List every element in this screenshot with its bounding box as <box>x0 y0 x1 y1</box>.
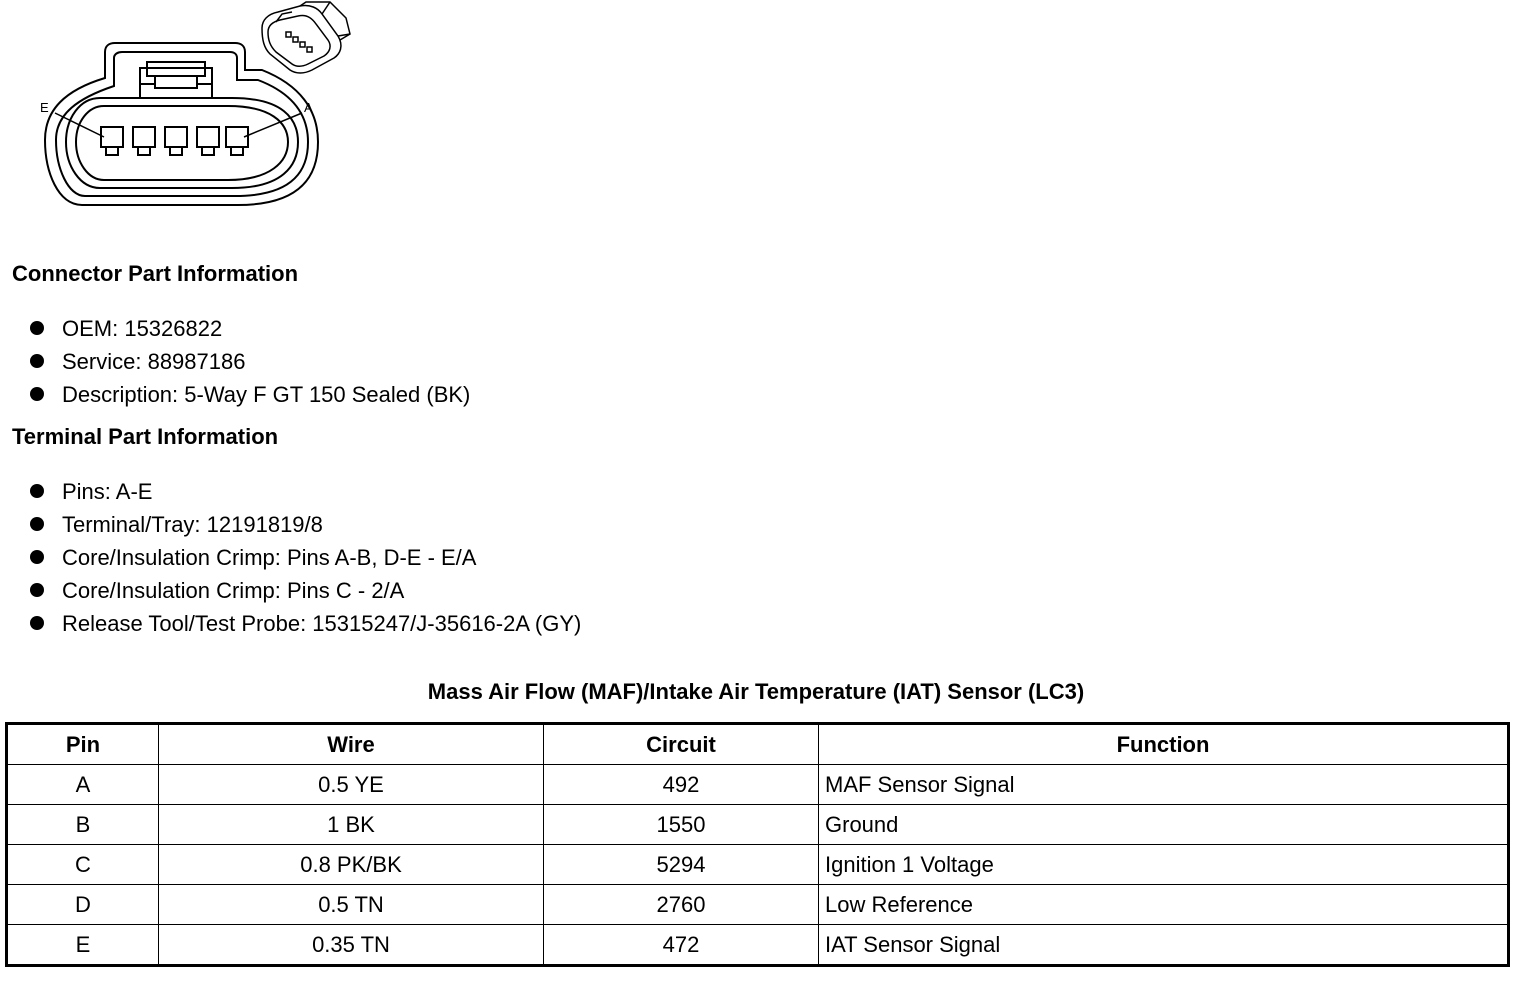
bullet-icon <box>30 321 44 335</box>
circuit-cell: 1550 <box>544 805 819 845</box>
connector-part-list <box>30 312 470 411</box>
column-header-pin: Pin <box>7 724 159 765</box>
bullet-icon <box>30 550 44 564</box>
bullet-icon <box>30 583 44 597</box>
table-row <box>7 885 1509 925</box>
pin-table <box>5 722 1510 967</box>
wire-cell: 0.5 YE <box>159 765 544 805</box>
list-item <box>30 345 470 378</box>
crimp-spec-ab-de: Core/Insulation Crimp: Pins A-B, D-E - E/A <box>62 545 477 570</box>
column-header-wire: Wire <box>159 724 544 765</box>
circuit-cell: 472 <box>544 925 819 966</box>
function-cell: MAF Sensor Signal <box>819 765 1509 805</box>
bullet-icon <box>30 616 44 630</box>
terminal-tray: Terminal/Tray: 12191819/8 <box>62 512 323 537</box>
terminal-part-heading: Terminal Part Information <box>12 424 279 449</box>
pin-cell: D <box>7 885 159 925</box>
terminal-part-list <box>30 475 581 640</box>
oem-number: OEM: 15326822 <box>62 316 223 341</box>
table-row <box>7 845 1509 885</box>
service-number: Service: 88987186 <box>62 349 246 374</box>
release-tool: Release Tool/Test Probe: 15315247/J-35616-2A (GY) <box>62 611 582 636</box>
list-item <box>30 541 581 574</box>
list-item <box>30 508 581 541</box>
function-cell: Ignition 1 Voltage <box>819 845 1509 885</box>
wire-cell: 0.8 PK/BK <box>159 845 544 885</box>
column-header-circuit: Circuit <box>544 724 819 765</box>
table-header-row <box>7 724 1509 765</box>
pin-label-a: A <box>304 100 313 115</box>
wire-cell: 0.35 TN <box>159 925 544 966</box>
list-item <box>30 312 470 345</box>
pin-cell: B <box>7 805 159 845</box>
connector-thumbnail <box>262 2 350 73</box>
bullet-icon <box>30 354 44 368</box>
pin-cell: C <box>7 845 159 885</box>
circuit-cell: 2760 <box>544 885 819 925</box>
table-title: Mass Air Flow (MAF)/Intake Air Temperature (IAT) Sensor (LC3) <box>427 679 1085 704</box>
pin-label-e: E <box>40 100 49 115</box>
function-cell: IAT Sensor Signal <box>819 925 1509 966</box>
table-row <box>7 925 1509 966</box>
list-item <box>30 378 470 411</box>
crimp-spec-c: Core/Insulation Crimp: Pins C - 2/A <box>62 578 405 603</box>
wire-cell: 0.5 TN <box>159 885 544 925</box>
bullet-icon <box>30 387 44 401</box>
function-cell: Ground <box>819 805 1509 845</box>
bullet-icon <box>30 484 44 498</box>
list-item <box>30 607 581 640</box>
column-header-function: Function <box>819 724 1509 765</box>
pin-cell: A <box>7 765 159 805</box>
list-item <box>30 475 581 508</box>
wire-cell: 1 BK <box>159 805 544 845</box>
table-row <box>7 805 1509 845</box>
bullet-icon <box>30 517 44 531</box>
circuit-cell: 492 <box>544 765 819 805</box>
circuit-cell: 5294 <box>544 845 819 885</box>
pin-cell: E <box>7 925 159 966</box>
list-item <box>30 574 581 607</box>
table-row <box>7 765 1509 805</box>
connector-description: Description: 5-Way F GT 150 Sealed (BK) <box>62 382 471 407</box>
connector-diagram <box>0 0 380 225</box>
pins-range: Pins: A-E <box>62 479 153 504</box>
connector-part-heading: Connector Part Information <box>12 261 299 286</box>
function-cell: Low Reference <box>819 885 1509 925</box>
